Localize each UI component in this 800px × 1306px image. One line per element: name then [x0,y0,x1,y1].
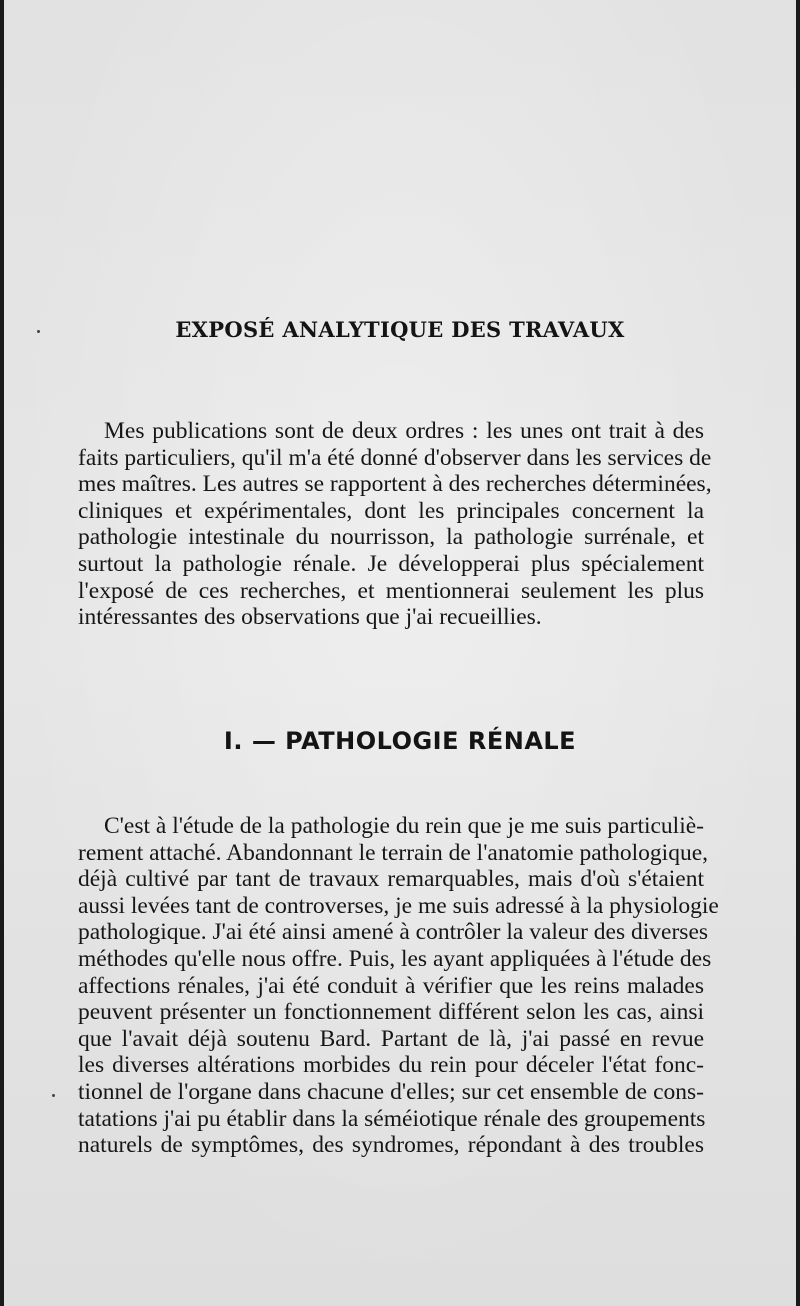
text-line: aussi levées tant de controverses, je me suis adressé à la physiologie [78,892,719,919]
text-line: l'exposé de ces recherches, et mentionnerai seulement les plus [78,577,704,604]
text-line: pathologique. J'ai été ainsi amené à contrôler la valeur des diverses [78,919,709,946]
print-speck [37,330,40,333]
text-line: déjà cultivé par tant de travaux remarquables, mais d'où s'étaient [78,866,704,893]
text-line: pathologie intestinale du nourrisson, la pathologie surrénale, et [78,524,704,551]
text-line: Mes publications sont de deux ordres : les unes ont trait à des [104,418,704,444]
section-heading: I. — PATHOLOGIE RÉNALE [223,727,577,755]
document-page [4,0,796,1306]
text-line: C'est à l'étude de la pathologie du rein que je me suis particuliè- [104,813,704,839]
text-line: surtout la pathologie rénale. Je développerai plus spécialement [78,550,704,577]
text-line: méthodes qu'elle nous offre. Puis, les ayant appliquées à l'étude des [78,945,712,972]
print-speck [52,1094,55,1097]
text-line: cliniques et expérimentales, dont les principales concernent la [78,497,704,524]
text-line: que l'avait déjà soutenu Bard. Partant de là, j'ai passé en revue [78,1025,704,1052]
text-line: intéressantes des observations que j'ai recueillies. [78,604,542,631]
text-line: peuvent présenter un fonctionnement différent selon les cas, ainsi [78,999,704,1026]
text-line: tionnel de l'organe dans chacune d'elles; sur cet ensemble de cons- [78,1078,704,1105]
intro-paragraph [78,418,712,631]
text-line: mes maîtres. Les autres se rapportent à des recherches déterminées, [78,471,712,498]
page-title: EXPOSÉ ANALYTIQUE DES TRAVAUX [175,317,625,342]
text-line: tatations j'ai pu établir dans la séméiotique rénale des groupements [78,1105,706,1132]
text-line: faits particuliers, qu'il m'a été donné d'observer dans les services de [78,444,712,471]
text-line: naturels de symptômes, des syndromes, répondant à des troubles [78,1132,704,1159]
text-line: affections rénales, j'ai été conduit à vérifier que les reins malades [78,972,704,999]
text-line: rement attaché. Abandonnant le terrain de l'anatomie pathologique, [78,839,709,866]
text-line: les diverses altérations morbides du rein pour déceler l'état fonc- [78,1052,704,1079]
section-paragraph [78,813,719,1159]
